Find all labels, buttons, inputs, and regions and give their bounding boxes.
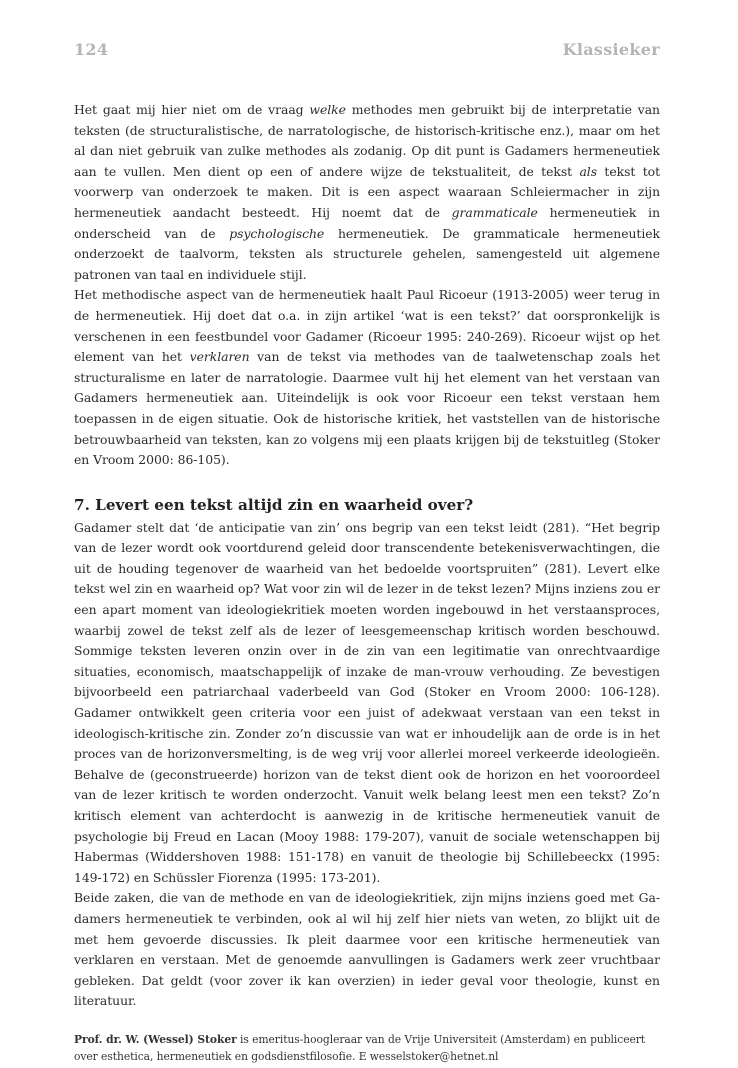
italic-text: welke [309, 102, 346, 117]
article-body [74, 100, 660, 1065]
text-run: hermeneutiek in onderscheid van de [74, 204, 661, 241]
text-run: Het methodische aspect van de hermeneutiek haalt Paul Ricoeur (1913-2005) weer terug in de hermeneutiek. Hij doet dat o.a. in zijn artikel ‘wat is een tekst?’ dat oorspronkelijk is verschenen in een feestbundel voor Gadamer (Ricoeur 1995: 240-269). Ricoeur wijst op het element van het [74, 287, 660, 365]
text-run: hermeneutiek. De grammaticale hermeneutiek onderzoekt de taalvorm, teksten als structurele gehelen, samengesteld uit algemene patronen van taal en individuele stijl. [74, 225, 660, 282]
italic-text: grammaticale [451, 204, 538, 220]
italic-text: psychologische [229, 225, 325, 241]
text-run: van de tekst via methodes van de taalwetenschap zoals het structuralisme en later de narratologie. Daarmee vult hij het element van het verstaan van Gadamers hermeneutiek aan. Uiteindelijk is ook voor Ricoeur een tekst verstaan hem toepassen in de eigen situatie. Ook de historische kritiek, het vaststellen van de historische betrouwbaarheid van teksten, kan zo volgens mij een plaats krijgen bij de tekstuitleg (Stoker en Vroom 2000: 86-105). [74, 349, 660, 468]
paragraph [74, 518, 660, 889]
text-run: Gadamer stelt dat ‘de anticipatie van zin’ ons begrip van een tekst leidt (281). “Het begrip van de lezer wordt ook voortdurend geleid door transcendente betekenisverwachtingen, die uit de houding tegenover de waarheid van het bedoelde voortspruiten” (281). Levert elke tekst wel zin en waarheid op? Wat voor zin wil de lezer in de tekst lezen? Mijns inziens zou er een apart moment van ideologiekritiek moeten worden ingebouwd in het verstaansproces, waarbij zowel de tekst zelf als de lezer of leesgemeenschap kritisch worden beschouwd. Sommige teksten leveren onzin over in de zin van een legitimatie van onrechtvaardige situaties, economisch, maatschappelijk of inzake de man-vrouw verhouding. Ze bevestigen bijvoorbeeld een patriarchaal vaderbeeld van God (Stoker en Vroom 2000: 106-128). Gadamer ontwikkelt geen criteria voor een juist of adekwaat verstaan van een tekst in ideologisch-kritische zin. Zonder zo’n discussie van wat er inhoudelijk aan de orde is in het proces van de horizonversmelting, is de weg vrij voor allerlei moreel verkeerde ideologieën. Behalve de (geconstrueerde) horizon van de tekst dient ook de horizon en het vooroordeel van de lezer kritisch te worden onderzocht. Vanuit welk belang leest men een tekst? Zo’n kritisch element van achterdocht is aanwezig in de kritische hermeneutiek vanuit de psychologie bij Freud en Lacan (Mooy 1988: 179-207), vanuit de sociale wetenschappen bij Habermas (Widdershoven 1988: 151-178) en vanuit de theologie bij Schillebeeckx (1995: 149-172) en Schüssler Fiorenza (1995: 173-201). [74, 519, 660, 885]
text-run: methodes men gebruikt bij de interpretatie van teksten (de structuralistische, de narratologische, de historisch-kritische enz.), maar om het al dan niet gebruik van zulke methodes als zodanig. Op dit punt is Gadamers hermeneutiek aan te vullen. Men dient op een of andere wijze de tekstualiteit, de tekst [74, 102, 660, 179]
paragraph [74, 100, 660, 285]
text-run: tekst tot voorwerp van onderzoek te maken. Dit is een aspect waaraan Schleiermacher in zijn hermeneutiek aandacht besteedt. Hij noemt dat de [74, 163, 660, 220]
text-run: Beide zaken, die van de methode en van de ideologiekritiek, zijn mijns inziens goed met Gadamers hermeneutiek te verbinden, ook al wil hij zelf hier niets van weten, zo blijkt uit de met hem gevoerde discussies. Ik pleit daarmee voor een kritische hermeneutiek van verklaren en verstaan. Met de genoemde aanvullingen is Gadamers werk zeer vruchtbaar gebleken. Dat geldt (voor zover ik kan overzien) in ieder geval voor theologie, kunst en literatuur. [74, 890, 660, 1009]
paragraph [74, 888, 660, 1012]
section-heading: 7. Levert een tekst altijd zin en waarheid over? [74, 495, 474, 514]
page-number: 124 [74, 40, 109, 59]
italic-text: verklaren [189, 349, 250, 365]
italic-text: als [579, 163, 598, 179]
running-title: Klassieker [562, 40, 660, 59]
text-run: Het gaat mij hier niet om de vraag [74, 102, 310, 117]
author-name: Prof. dr. W. (Wessel) Stoker [74, 1032, 237, 1046]
author-bio-text: is emeritus-hoogleraar van de Vrije Universiteit (Amsterdam) en publiceert over esthetica, hermeneutiek en godsdienstfilosofie. E wesselstoker@hetnet.nl [74, 1032, 646, 1063]
paragraph [74, 285, 660, 470]
page-header [74, 40, 660, 62]
author-bio [74, 1031, 660, 1065]
